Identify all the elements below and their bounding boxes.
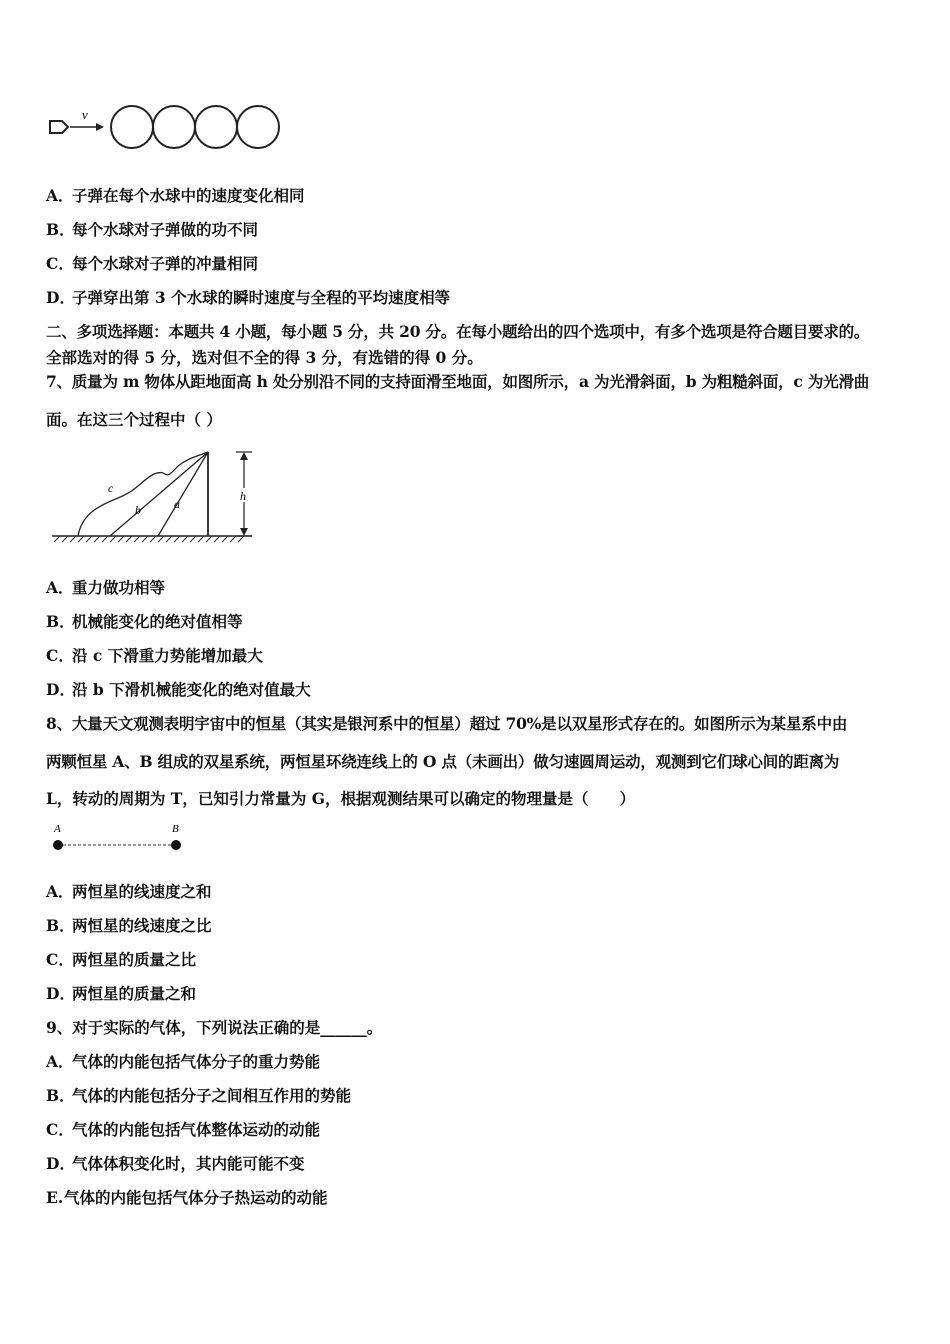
q7-option-b: B．机械能变化的绝对值相等 — [46, 612, 243, 631]
q6-option-c: C．每个水球对子弹的冲量相同 — [46, 254, 259, 273]
q6-option-d: D．子弹穿出第 3 个水球的瞬时速度与全程的平均速度相等 — [46, 288, 451, 307]
velocity-label: v — [82, 107, 88, 122]
bullet-shape — [50, 121, 68, 133]
star-b-label: B — [172, 823, 179, 835]
q8-option-a: A．两恒星的线速度之和 — [46, 882, 212, 901]
section2-line1: 二、多项选择题：本题共 4 小题，每小题 5 分，共 20 分。在每小题给出的四个选项中，有多个选项是符合题目要求的。 — [46, 322, 870, 341]
slope-b — [110, 452, 208, 536]
q7-stem-line1: 7、质量为 m 物体从距地面高 h 处分别沿不同的支持面滑至地面，如图所示，a 为光滑斜面，b 为粗糙斜面，c 为光滑曲 — [46, 372, 870, 391]
q7-option-a: A．重力做功相等 — [46, 578, 166, 597]
q9-option-b: B．气体的内能包括分子之间相互作用的势能 — [46, 1086, 352, 1105]
label-a: a — [174, 497, 180, 511]
slope-a — [158, 452, 208, 536]
curve-c — [78, 452, 208, 536]
q7-option-d: D．沿 b 下滑机械能变化的绝对值最大 — [46, 680, 311, 699]
label-c: c — [108, 481, 114, 495]
water-ball-1 — [111, 106, 153, 148]
slopes-figure — [46, 444, 266, 552]
water-ball-2 — [153, 106, 195, 148]
label-b: b — [135, 503, 141, 517]
q6-option-a: A．子弹在每个水球中的速度变化相同 — [46, 186, 305, 205]
binary-star-figure — [46, 818, 196, 858]
q9-option-a: A．气体的内能包括气体分子的重力势能 — [46, 1052, 321, 1071]
bullet-water-balls-figure — [46, 100, 286, 152]
q8-stem-line2: 两颗恒星 A、B 组成的双星系统，两恒星环绕连线上的 O 点（未画出）做匀速圆周运动，观测到它们球心间的距离为 — [46, 752, 840, 771]
star-a — [53, 840, 63, 850]
section2-line2: 全部选对的得 5 分，选对但不全的得 3 分，有选错的得 0 分。 — [46, 348, 483, 367]
label-h: h — [240, 489, 246, 503]
q9-option-d: D．气体体积变化时，其内能可能不变 — [46, 1154, 305, 1173]
q8-option-c: C．两恒星的质量之比 — [46, 950, 197, 969]
water-ball-3 — [195, 106, 237, 148]
q8-stem-line1: 8、大量天文观测表明宇宙中的恒星（其实是银河系中的恒星）超过 70%是以双星形式存在的。如图所示为某星系中由 — [46, 714, 848, 733]
q9-stem: 9、对于实际的气体，下列说法正确的是______。 — [46, 1018, 383, 1037]
water-ball-4 — [237, 106, 279, 148]
q6-option-b: B．每个水球对子弹做的功不同 — [46, 220, 259, 239]
q8-option-d: D．两恒星的质量之和 — [46, 984, 197, 1003]
q8-option-b: B．两恒星的线速度之比 — [46, 916, 212, 935]
q9-option-e: E.气体的内能包括气体分子热运动的动能 — [46, 1188, 328, 1207]
q8-stem-line3: L，转动的周期为 T，已知引力常量为 G，根据观测结果可以确定的物理量是（ ） — [46, 789, 635, 808]
star-a-label: A — [54, 823, 61, 835]
q9-option-c: C．气体的内能包括气体整体运动的动能 — [46, 1120, 321, 1139]
q7-stem-line2: 面。在这三个过程中（ ） — [46, 410, 222, 429]
q7-option-c: C．沿 c 下滑重力势能增加最大 — [46, 646, 263, 665]
star-b — [171, 840, 181, 850]
